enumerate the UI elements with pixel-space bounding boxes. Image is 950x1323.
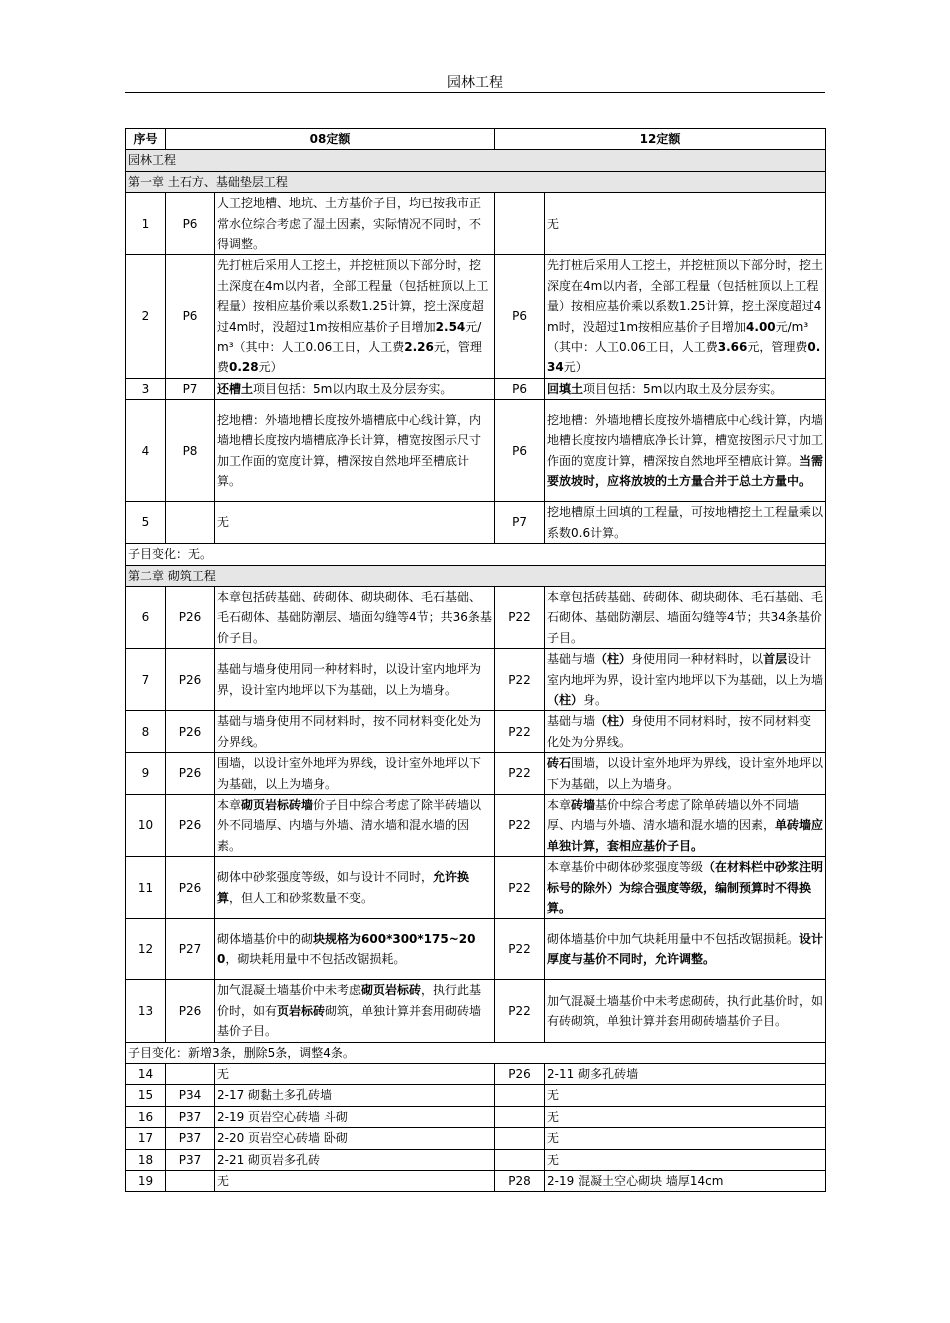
text-12: 2-11 砌多孔砖墙 [545,1064,826,1085]
row-number: 16 [126,1106,166,1127]
row-number: 15 [126,1085,166,1106]
text-part: 本章基价中砌体砂浆强度等级 [547,860,704,875]
text-08: 人工挖地槽、地坑、土方基价子目，均已按我市正常水位综合考虑了湿土因素，实际情况不同时，不得调整。 [215,193,495,255]
bold-part: 还槽土 [217,381,254,396]
text-part: 围墙，以设计室外地坪为界线，设计室外地坪以下为基础，以上为墙身。 [547,756,824,791]
table-row [126,255,826,378]
bold-part: 设计厚度与基价不同时，允许调整。 [547,932,824,967]
text-08: 2-20 页岩空心砖墙 卧砌 [215,1128,495,1149]
text-08 [215,857,495,919]
text-part: 砌体墙基价中加气块耗用量中不包括改锯损耗。 [547,932,800,946]
text-08: 2-21 砌页岩多孔砖 [215,1149,495,1170]
page-ref-08: P26 [166,753,215,795]
text-08: 围墙，以设计室外地坪为界线，设计室外地坪以下为基础，以上为墙身。 [215,753,495,795]
page-ref-12: P22 [495,753,545,795]
text-part: 砌体中砂浆强度等级，如与设计不同时， [217,870,434,885]
text-12 [545,400,826,502]
page-ref-08 [166,1064,215,1085]
table-row [126,1128,826,1149]
bold-part: （柱） [595,714,632,729]
page-ref-12 [495,1128,545,1149]
page-ref-12: P6 [495,378,545,399]
page-ref-08: P26 [166,980,215,1042]
text-part: 项目包括：5m以内取土及分层夯实。 [583,381,783,396]
text-part: 元，管理费 [217,340,482,375]
table-header-row [126,129,826,150]
text-08: 挖地槽：外墙地槽长度按外墙槽底中心线计算，内墙地槽长度按内墙槽底净长计算，槽宽按图示尺寸加工作面的宽度计算，槽深按自然地坪至槽底计算。 [215,400,495,502]
table-row [126,586,826,648]
row-number: 8 [126,711,166,753]
header-seq: 序号 [126,129,166,150]
text-12: 无 [545,193,826,255]
page-ref-12: P7 [495,502,545,544]
row-number: 3 [126,378,166,399]
note-row [126,1042,826,1063]
bold-part: 2.26 [404,340,434,355]
page-ref-08: P26 [166,857,215,919]
table-row [126,400,826,502]
header-12: 12定额 [495,129,826,150]
note-row [126,544,826,565]
text-12 [545,919,826,980]
bold-part: 首层 [763,652,788,667]
text-part: 本章 [547,797,572,812]
row-number: 1 [126,193,166,255]
bold-part: （柱） [595,652,632,667]
row-number: 19 [126,1171,166,1192]
table-row [126,1064,826,1085]
page-ref-12: P22 [495,794,545,856]
page-ref-08: P26 [166,649,215,711]
page-ref-12 [495,193,545,255]
section-row [126,150,826,171]
text-08 [215,980,495,1042]
page-ref-12: P6 [495,255,545,378]
text-part: ，但人工和砂浆数量不变。 [229,890,374,905]
bold-part: 砖石 [547,756,572,771]
text-part: 本章 [217,797,242,812]
row-number: 10 [126,794,166,856]
text-part: 身使用同一种材料时，以 [631,652,764,667]
row-number: 14 [126,1064,166,1085]
row-number: 11 [126,857,166,919]
text-08 [215,794,495,856]
row-number: 17 [126,1128,166,1149]
bold-part: 单砖墙应单独计算，套相应基价子目。 [547,818,824,853]
row-number: 9 [126,753,166,795]
text-12: 加气混凝土墙基价中未考虑砌砖，执行此基价时，如有砖砌筑，单独计算并套用砌砖墙基价子目。 [545,980,826,1042]
table-row [126,794,826,856]
bold-part: （柱） [547,692,584,707]
text-08: 无 [215,1171,495,1192]
page-ref-08 [166,502,215,544]
text-part: 先打桩后采用人工挖土，并挖桩顶以下部分时，挖土深度在4m以内者，全部工程量（包括桩顶以上工程量）按相应基价乘以系数1.25计算，挖土深度超过4m时，没超过1m按相应基价子目增加 [547,258,824,334]
text-part: 先打桩后采用人工挖土，并挖桩顶以下部分时，挖土深度在4m以内者，全部工程量（包括桩顶以上工程量）按相应基价乘以系数1.25计算，挖土深度超过4m时，没超过1m按相应基价子目增加 [217,258,489,334]
text-12: 挖地槽原土回填的工程量，可按地槽挖土工程量乘以系数0.6计算。 [545,502,826,544]
text-part: 砌体墙基价中的砌 [217,932,314,946]
text-12 [545,857,826,919]
page-ref-08 [166,1171,215,1192]
text-part: 加气混凝土墙基价中未考虑 [217,983,362,998]
chapter-title: 第二章 砌筑工程 [126,565,826,586]
page-ref-08: P8 [166,400,215,502]
table-row [126,711,826,753]
chapter-row [126,565,826,586]
text-08: 2-19 页岩空心砖墙 斗砌 [215,1106,495,1127]
text-part: 项目包括：5m以内取土及分层夯实。 [253,381,453,396]
page-ref-08: P26 [166,586,215,648]
text-part: 基价中综合考虑了除单砖墙以外不同墙厚、内墙与外墙、清水墙和混水墙的因素， [547,797,800,833]
text-12: 无 [545,1085,826,1106]
text-part: 身。 [583,692,608,707]
header-08: 08定额 [166,129,495,150]
page-ref-08: P27 [166,919,215,980]
bold-part: 砌页岩标砖墙 [241,797,314,812]
change-note: 子目变化：无。 [126,544,826,565]
page-ref-08: P6 [166,193,215,255]
bold-part: 砖墙 [571,797,596,812]
page-ref-08: P26 [166,794,215,856]
row-number: 13 [126,980,166,1042]
bold-part: 回填土 [547,381,584,396]
text-08: 基础与墙身使用不同材料时，按不同材料变化处为分界线。 [215,711,495,753]
bold-part: 砌页岩标砖 [361,983,422,998]
bold-part: 4.00 [746,319,776,334]
chapter-title: 第一章 土石方、基础垫层工程 [126,171,826,192]
text-part: 基础与墙 [547,714,596,729]
text-08: 本章包括砖基础、砖砌体、砌块砌体、毛石基础、毛石砌体、基础防潮层、墙面勾缝等4节；共36条基价子目。 [215,586,495,648]
page-ref-12: P22 [495,980,545,1042]
row-number: 7 [126,649,166,711]
text-08: 2-17 砌黏土多孔砖墙 [215,1085,495,1106]
page-ref-12: P22 [495,711,545,753]
page-ref-12: P22 [495,649,545,711]
change-note: 子目变化：新增3条，删除5条，调整4条。 [126,1042,826,1063]
text-08 [215,919,495,980]
text-part: 元） [258,360,283,375]
page-ref-12 [495,1106,545,1127]
table-row [126,649,826,711]
table-row [126,1106,826,1127]
text-12 [545,378,826,399]
text-part: 设计室内地坪为界，设计室内地坪以下为基础，以上为墙 [547,652,824,687]
text-12: 无 [545,1106,826,1127]
text-08: 基础与墙身使用同一种材料时，以设计室内地坪为界，设计室内地坪以下为基础，以上为墙身。 [215,649,495,711]
page-ref-12 [495,1149,545,1170]
text-12 [545,255,826,378]
page-ref-08: P26 [166,711,215,753]
text-08: 无 [215,502,495,544]
table-row [126,857,826,919]
row-number: 12 [126,919,166,980]
text-12: 无 [545,1128,826,1149]
bold-part: （在材料栏中砂浆注明标号的除外）为综合强度等级，编制预算时不得换算。 [547,860,824,915]
text-part: 挖地槽：外墙地槽长度按外墙槽底中心线计算，内墙地槽长度按内墙槽底净长计算，槽宽按图示尺寸加工作面的宽度计算，槽深按自然地坪至槽底计算。 [547,412,824,468]
table-row [126,502,826,544]
text-12 [545,753,826,795]
text-12: 2-19 混凝土空心砌块 墙厚14cm [545,1171,826,1192]
page-ref-12: P22 [495,857,545,919]
text-12 [545,711,826,753]
text-part: 元/m³（其中：人工0.06工日，人工费 [217,319,482,355]
page-ref-08: P6 [166,255,215,378]
bold-part: 2.54 [435,319,466,334]
page-header-title: 园林工程 [447,75,503,91]
table-row [126,1171,826,1192]
section-title: 园林工程 [126,150,826,171]
bold-part: 0.34 [547,340,821,375]
page-ref-12: P28 [495,1171,545,1192]
row-number: 2 [126,255,166,378]
row-number: 5 [126,502,166,544]
text-part: 身使用不同材料时，按不同材料变化处为分界线。 [547,714,812,749]
table-row [126,1149,826,1170]
text-12 [545,794,826,856]
bold-part: 页岩标砖 [277,1003,326,1018]
text-part: 基础与墙 [547,652,596,667]
text-08 [215,378,495,399]
table-row [126,753,826,795]
text-12: 无 [545,1149,826,1170]
text-part: 元） [563,360,588,375]
table-row [126,378,826,399]
page-ref-12 [495,1085,545,1106]
text-part: ，砌块耗用量中不包括改锯损耗。 [225,952,406,967]
table-row [126,919,826,980]
text-part: 价子目中综合考虑了除半砖墙以外不同墙厚、内墙与外墙、清水墙和混水墙的因素。 [217,797,482,853]
comparison-table [125,128,826,1192]
page-ref-08: P7 [166,378,215,399]
page-ref-08: P37 [166,1106,215,1127]
row-number: 6 [126,586,166,648]
text-part: 砌筑，单独计算并套用砌砖墙基价子目。 [217,1003,482,1039]
table-row [126,980,826,1042]
row-number: 18 [126,1149,166,1170]
bold-part: 允许换算 [217,870,470,905]
table-row [126,1085,826,1106]
header-rule [125,92,825,93]
page-ref-08: P37 [166,1128,215,1149]
text-part: 元，管理费 [747,340,808,355]
row-number: 4 [126,400,166,502]
page-ref-08: P37 [166,1149,215,1170]
bold-part: 3.66 [717,340,748,355]
text-08: 无 [215,1064,495,1085]
page-ref-12: P22 [495,919,545,980]
bold-part: 0.28 [229,360,259,375]
table-row [126,193,826,255]
text-12: 本章包括砖基础、砖砌体、砌块砌体、毛石基础、毛石砌体、基础防潮层、墙面勾缝等4节；共34条基价子目。 [545,586,826,648]
page-ref-12: P22 [495,586,545,648]
text-12 [545,649,826,711]
chapter-row [126,171,826,192]
bold-part: 块规格为600*300*175~200 [217,932,476,967]
page-ref-12: P26 [495,1064,545,1085]
text-part: 元/m³（其中：人工0.06工日，人工费 [547,319,809,355]
bold-part: 当需要放坡时，应将放坡的土方量合并于总土方量中。 [547,453,824,489]
page-ref-12: P6 [495,400,545,502]
text-part: ，执行此基价时，如有 [217,983,482,1018]
page-ref-08: P34 [166,1085,215,1106]
text-08 [215,255,495,378]
